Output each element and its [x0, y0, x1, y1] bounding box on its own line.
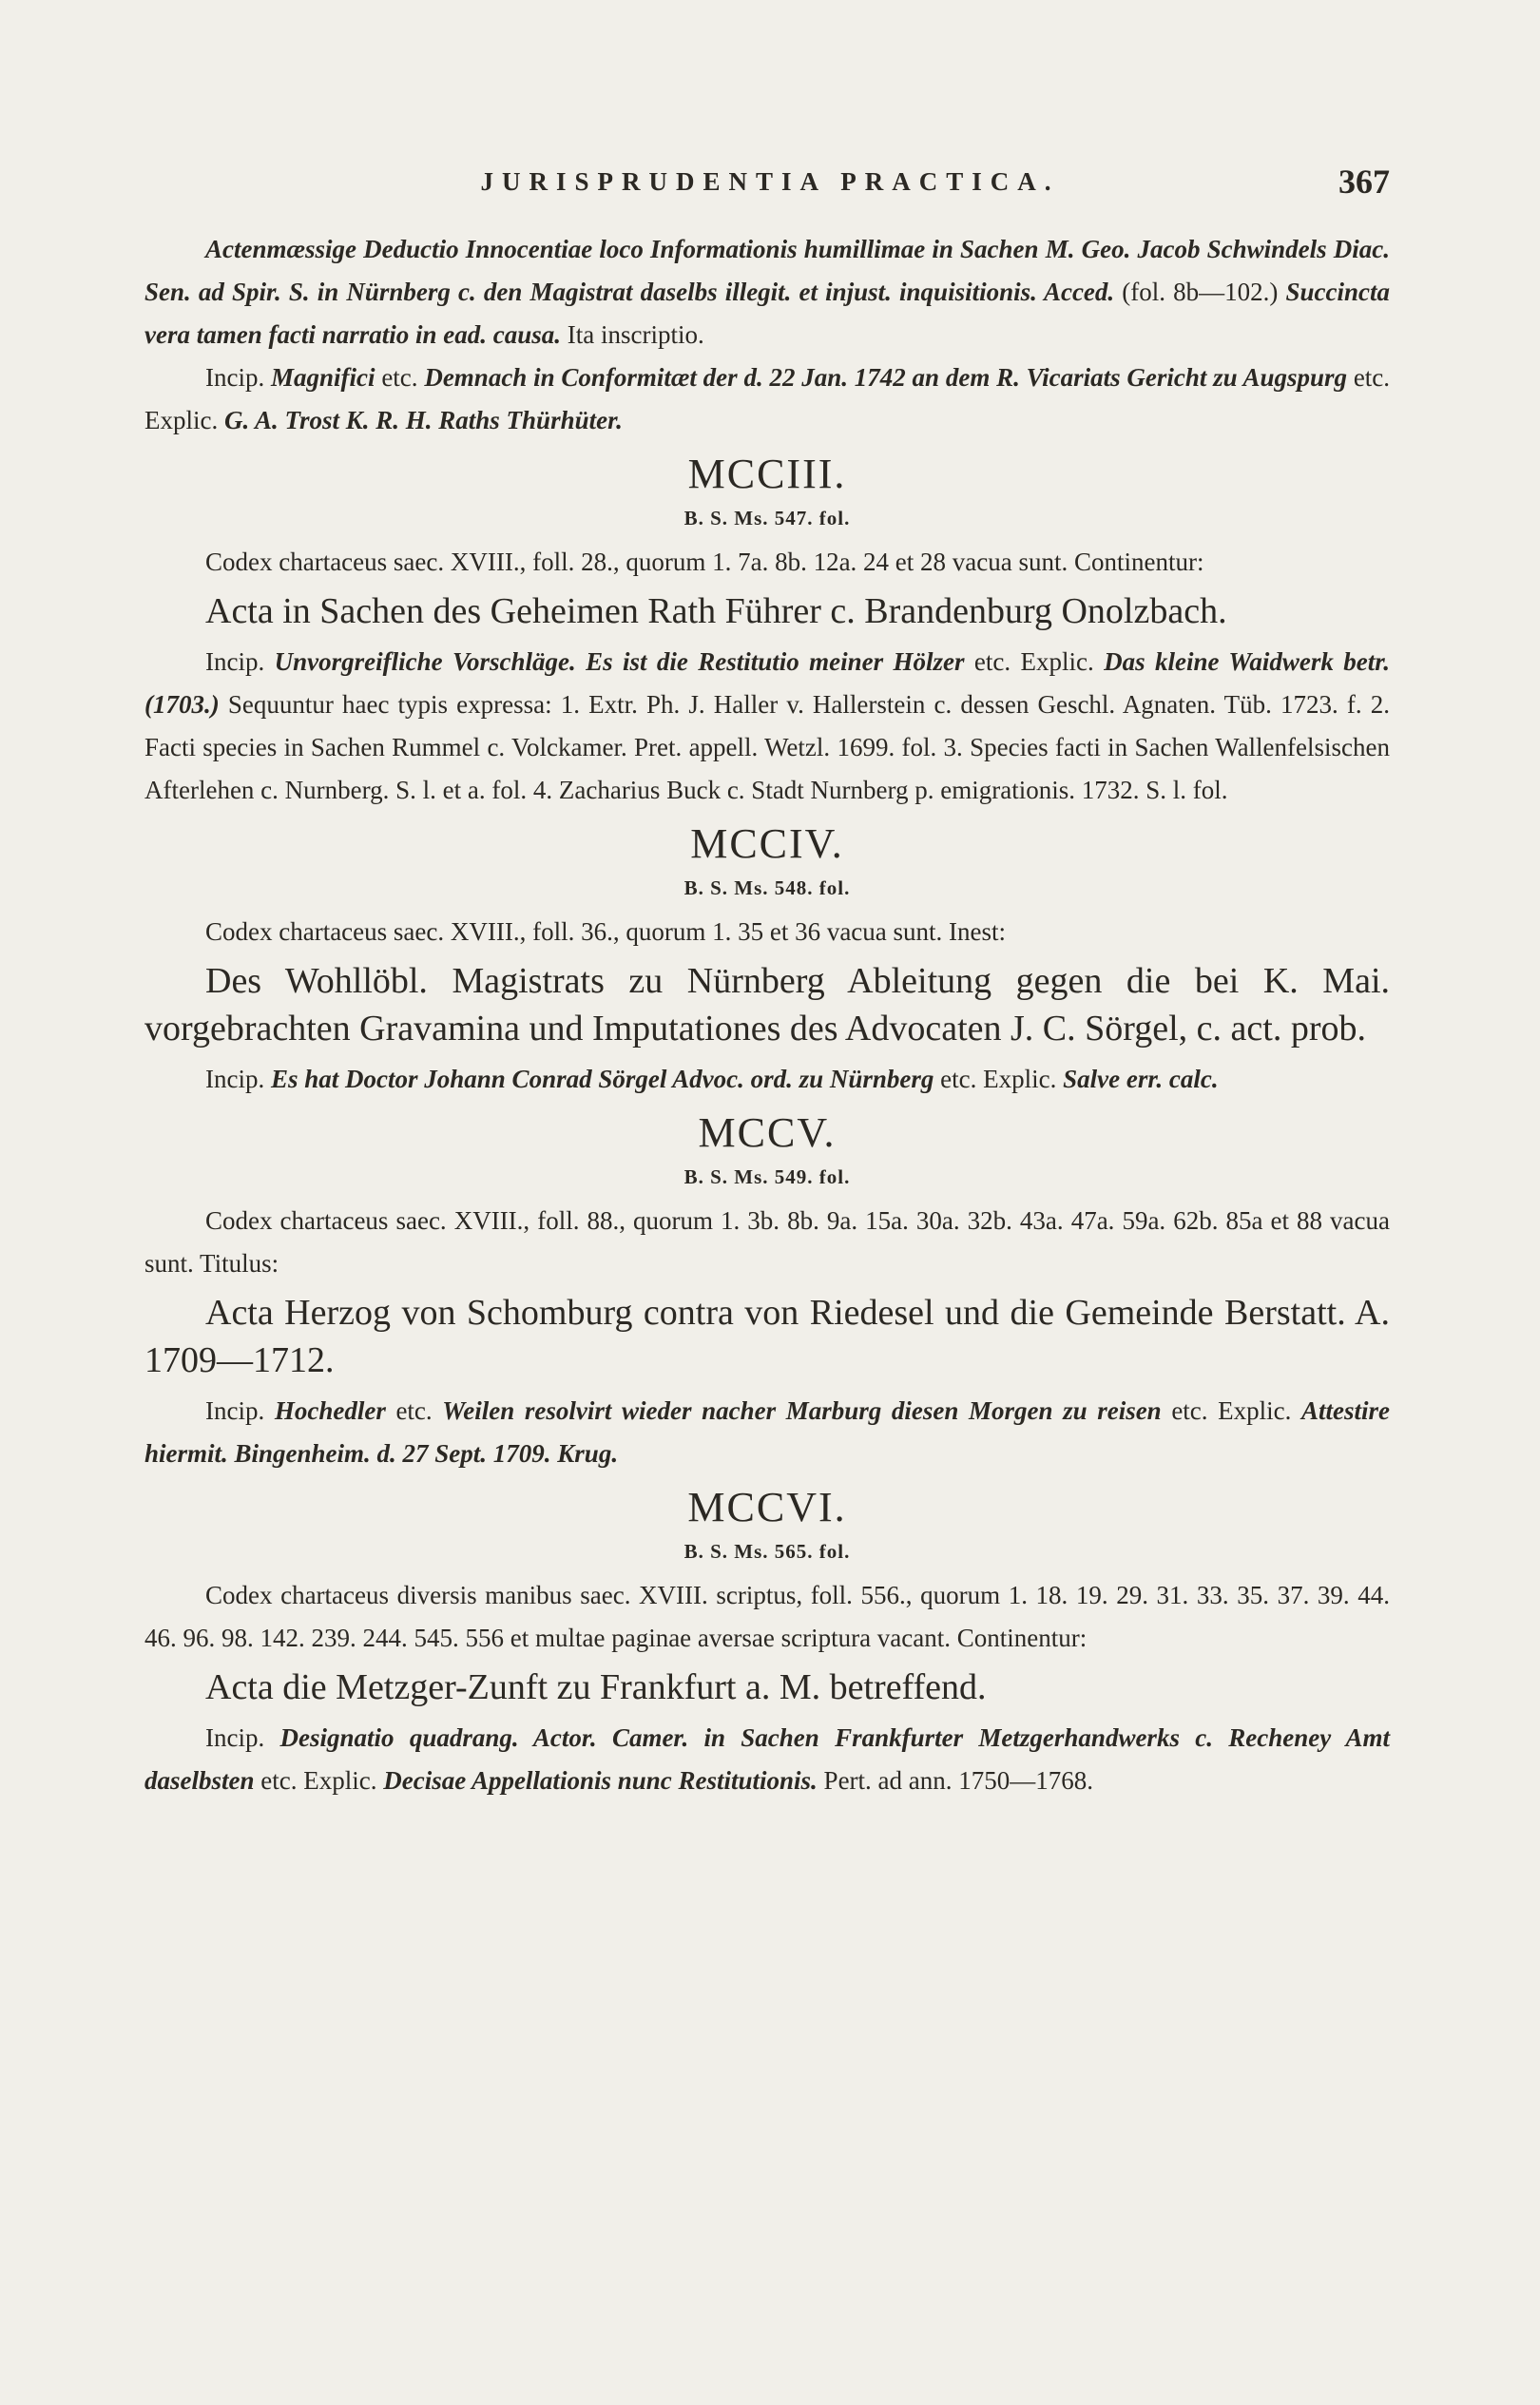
- explic-tail: Pert. ad ann. 1750—1768.: [823, 1766, 1094, 1795]
- incipit: [144, 1390, 1390, 1475]
- incip-text: Magnifici: [271, 363, 375, 392]
- shelfmark: B. S. Ms. 565. fol.: [683, 1540, 851, 1563]
- incip-text-2: Weilen resolvirt wieder nacher Marburg diesen Morgen zu reisen: [442, 1396, 1162, 1425]
- page-number: 367: [1338, 163, 1390, 201]
- incipit: [144, 356, 1390, 442]
- incip-label: Incip.: [205, 1065, 265, 1093]
- explic-label: Explic.: [1218, 1396, 1292, 1425]
- page-body: [144, 228, 1390, 1802]
- incipit: [144, 1717, 1390, 1802]
- entry-number: MCCIV.: [690, 820, 844, 867]
- incip-etc-2: etc.: [1171, 1396, 1208, 1425]
- explic-tail: Sequuntur haec typis expressa: 1. Extr. Ph. J. Haller v. Hallerstein c. dessen Geschl. Agnaten. Tüb. 1723. f. 2. Facti species in Sachen Rummel c. Volckamer. Pret. appell. Wetzl. 1699. fol. 3. Species facti in Sachen Wallenfelsischen Afterlehen c. Nurnberg. S. l. et a. fol. 4. Zacharius Buck c. Stadt Nurnberg p. emigrationis. 1732. S. l. fol.: [144, 690, 1391, 804]
- entry-title: Des Wohllöbl. Magistrats zu Nürnberg Ableitung gegen die bei K. Mai. vorgebrachten Gravamina und Imputationes des Advocaten J. C. Sörgel, c. act. prob.: [144, 961, 1390, 1049]
- incip-etc: etc.: [940, 1065, 977, 1093]
- explic-text: Salve err. calc.: [1063, 1065, 1219, 1093]
- explic-label: Explic.: [1020, 647, 1094, 676]
- entry-number: MCCVI.: [687, 1484, 847, 1530]
- incip-text: Unvorgreifliche Vorschläge. Es ist die Restitutio meiner Hölzer: [274, 647, 965, 676]
- explic-label: Explic.: [983, 1065, 1057, 1093]
- incip-label: Incip.: [205, 1723, 265, 1752]
- incip-text: Designatio quadrang. Actor. Camer. in Sachen Frankfurter Metzgerhandwerks c. Recheney Amt daselbsten: [144, 1723, 1391, 1795]
- incip-etc: etc.: [395, 1396, 433, 1425]
- codex-description: Codex chartaceus saec. XVIII., foll. 88., quorum 1. 3b. 8b. 9a. 15a. 30a. 32b. 43a. 47a. 59a. 62b. 85a et 88 vacua sunt. Titulus:: [144, 1206, 1390, 1278]
- incip-label: Incip.: [205, 1396, 265, 1425]
- codex-description: Codex chartaceus saec. XVIII., foll. 28., quorum 1. 7a. 8b. 12a. 24 et 28 vacua sunt. Continentur:: [205, 548, 1204, 576]
- incip-etc: etc.: [381, 363, 418, 392]
- incip-etc: etc.: [973, 647, 1011, 676]
- incip-text-2: Demnach in Conformitæt der d. 22 Jan. 1742 an dem R. Vicariats Gericht zu Augspurg: [424, 363, 1348, 392]
- explic-label: Explic.: [303, 1766, 377, 1795]
- incip-text: Hochedler: [274, 1396, 386, 1425]
- shelfmark: B. S. Ms. 548. fol.: [683, 876, 851, 899]
- codex-description: Codex chartaceus saec. XVIII., foll. 36., quorum 1. 35 et 36 vacua sunt. Inest:: [205, 917, 1007, 946]
- incip-text: Es hat Doctor Johann Conrad Sörgel Advoc. ord. zu Nürnberg: [270, 1065, 934, 1093]
- explic-text: Attestire hiermit. Bingenheim. d. 27 Sept. 1709. Krug.: [144, 1396, 1390, 1468]
- entry-number: MCCIII.: [687, 451, 847, 497]
- entry-number: MCCV.: [698, 1109, 837, 1156]
- entry-title: Acta in Sachen des Geheimen Rath Führer c. Brandenburg Onolzbach.: [205, 591, 1227, 631]
- explic-text: Decisae Appellationis nunc Restitutionis.: [383, 1766, 818, 1795]
- incip-label: Incip.: [205, 363, 265, 392]
- entry-tail: Ita inscriptio.: [567, 320, 704, 349]
- incip-etc: etc.: [260, 1766, 298, 1795]
- shelfmark: B. S. Ms. 547. fol.: [683, 507, 851, 529]
- incipit: [144, 641, 1390, 812]
- entry-folio: (fol. 8b—102.): [1122, 278, 1279, 306]
- entry-title: Acta Herzog von Schomburg contra von Riedesel und die Gemeinde Berstatt. A. 1709—1712.: [144, 1293, 1390, 1380]
- entry-title: Acta die Metzger-Zunft zu Frankfurt a. M. betreffend.: [205, 1667, 987, 1707]
- running-title: JURISPRUDENTIA PRACTICA.: [480, 167, 1060, 196]
- entry-title-italic: Actenmæssige Deductio Innocentiae loco Informationis humillimae in Sachen M. Geo. Jacob Schwindels Diac. Sen. ad Spir. S. in Nürnberg c. den Magistrat daselbs illegit. et injust. inquisitionis. Acced.: [144, 235, 1390, 306]
- explic-text: Das kleine Waidwerk betr. (1703.): [144, 647, 1390, 719]
- shelfmark: B. S. Ms. 549. fol.: [683, 1165, 851, 1188]
- incipit: [144, 1058, 1390, 1101]
- incip-label: Incip.: [205, 647, 265, 676]
- incip-etc-2: etc.: [1353, 363, 1391, 392]
- explic-text: G. A. Trost K. R. H. Raths Thürhüter.: [223, 406, 623, 434]
- codex-description: Codex chartaceus diversis manibus saec. XVIII. scriptus, foll. 556., quorum 1. 18. 19. 29. 31. 33. 35. 37. 39. 44. 46. 96. 98. 142. 239. 244. 545. 556 et multae paginae aversae scriptura vacant. Continentur:: [144, 1581, 1390, 1652]
- explic-label: Explic.: [144, 406, 219, 434]
- entry-intro: [144, 228, 1390, 356]
- entry-title-italic-2: Succincta vera tamen facti narratio in ead. causa.: [144, 278, 1390, 349]
